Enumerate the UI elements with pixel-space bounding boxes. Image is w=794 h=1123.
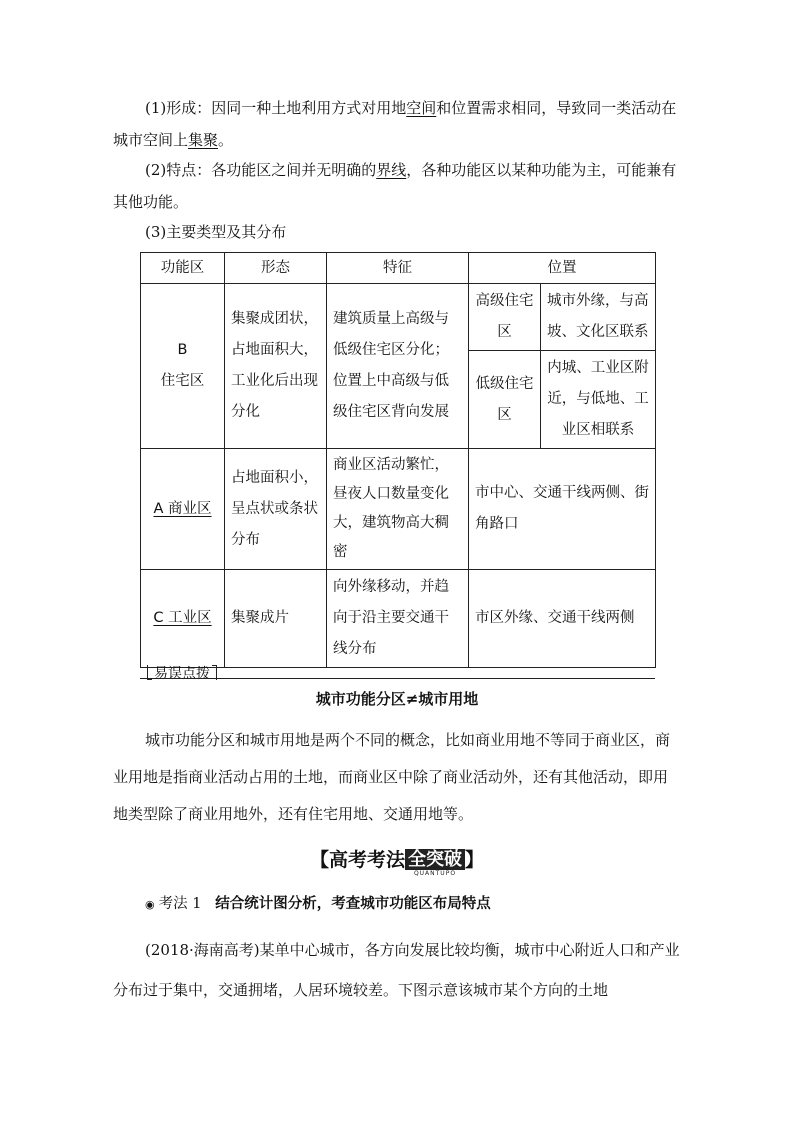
text: 。 <box>218 131 234 149</box>
cell-low-residential-label: 低级住宅区 <box>469 351 541 449</box>
cell-feature-industrial: 向外缘移动，并趋向于沿主要交通干线分布 <box>327 570 469 668</box>
table-row-industrial <box>141 570 656 668</box>
cell-feature-commercial: 商业区活动繁忙，昼夜人口数量变化大，建筑物高大稠密 <box>327 449 469 570</box>
table-row-commercial <box>141 449 656 570</box>
table-row-residential <box>141 284 656 351</box>
col-header-zone: 功能区 <box>141 253 225 284</box>
section-heading <box>0 845 794 877</box>
cell-zone-residential <box>141 284 225 449</box>
zone-name: C 工业区 <box>153 610 212 626</box>
divider <box>140 678 655 679</box>
question-paragraph: (2018·海南高考)某单中心城市，各方向发展比较均衡，城市中心附近人口和产业分布过于集中，交通拥堵，人居环境较差。下图示意该城市某个方向的土地 <box>113 941 680 999</box>
functional-zones-table <box>140 252 656 668</box>
paragraph-types-heading: (3)主要类型及其分布 <box>145 223 287 241</box>
kaofa-text: 结合统计图分析，考查城市功能区布局特点 <box>215 896 491 912</box>
badge-subtext: QUANTUPO <box>405 870 465 877</box>
cell-form-commercial: 占地面积小，呈点状或条状分布 <box>225 449 327 570</box>
paragraph-formation <box>113 92 681 156</box>
cell-form-industrial: 集聚成片 <box>225 570 327 668</box>
tip-label-text: 易误点拨 <box>154 666 210 682</box>
text: (2)特点：各功能区之间并无明确的 <box>145 161 377 179</box>
col-header-form: 形态 <box>225 253 327 284</box>
cell-form-residential: 集聚成团状，占地面积大，工业化后出现分化 <box>225 284 327 449</box>
heading-text: 【高考考法 <box>309 849 405 871</box>
underlined-term: 空间 <box>406 99 437 117</box>
kaofa-label: 考法 1 <box>158 896 202 912</box>
cell-zone-industrial <box>141 570 225 668</box>
col-header-location: 位置 <box>469 253 656 284</box>
paragraph-features <box>113 154 681 218</box>
zone-letter: B <box>177 342 188 358</box>
zone-name: A 商业区 <box>153 500 212 517</box>
badge <box>405 849 465 877</box>
zone-name: 住宅区 <box>160 373 205 389</box>
cell-feature-residential: 建筑质量上高级与低级住宅区分化；位置上中高级与低级住宅区背向发展 <box>327 284 469 449</box>
kaofa-heading <box>145 892 491 913</box>
badge-text: 全突破 <box>408 849 462 870</box>
tip-body: 城市功能分区和城市用地是两个不同的概念，比如商业用地不等同于商业区，商业用地是指商业活动占用的土地，而商业区中除了商业活动外，还有其他活动，即用地类型除了商业用地外，还有住宅用地、交通用地等。 <box>113 731 671 823</box>
tip-title: 城市功能分区≠城市用地 <box>315 690 479 708</box>
heading-bracket: 】 <box>465 849 485 871</box>
cell-zone-commercial <box>141 449 225 570</box>
cell-high-residential-label: 高级住宅区 <box>469 284 541 351</box>
col-header-feature: 特征 <box>327 253 469 284</box>
table-header-row <box>141 253 656 284</box>
cell-low-residential-location: 内城、工业区附近，与低地、工业区相联系 <box>541 351 656 449</box>
cell-location-commercial: 市中心、交通干线两侧、街角路口 <box>469 449 656 570</box>
underlined-term: 集聚 <box>188 131 219 149</box>
text: ，各种功能区以某种功能为主，可能兼有其他功能。 <box>113 161 677 211</box>
text: 和位置需求相同，导致同一类活动在城市空间上 <box>113 99 677 149</box>
bullet-icon: ◉ <box>145 898 155 911</box>
cell-high-residential-location: 城市外缘，与高坡、文化区联系 <box>541 284 656 351</box>
text: (1)形成：因同一种土地利用方式对用地 <box>145 99 407 117</box>
tip-label <box>147 663 217 683</box>
cell-location-industrial: 市区外缘、交通干线两侧 <box>469 570 656 668</box>
underlined-term: 界线 <box>376 161 407 179</box>
